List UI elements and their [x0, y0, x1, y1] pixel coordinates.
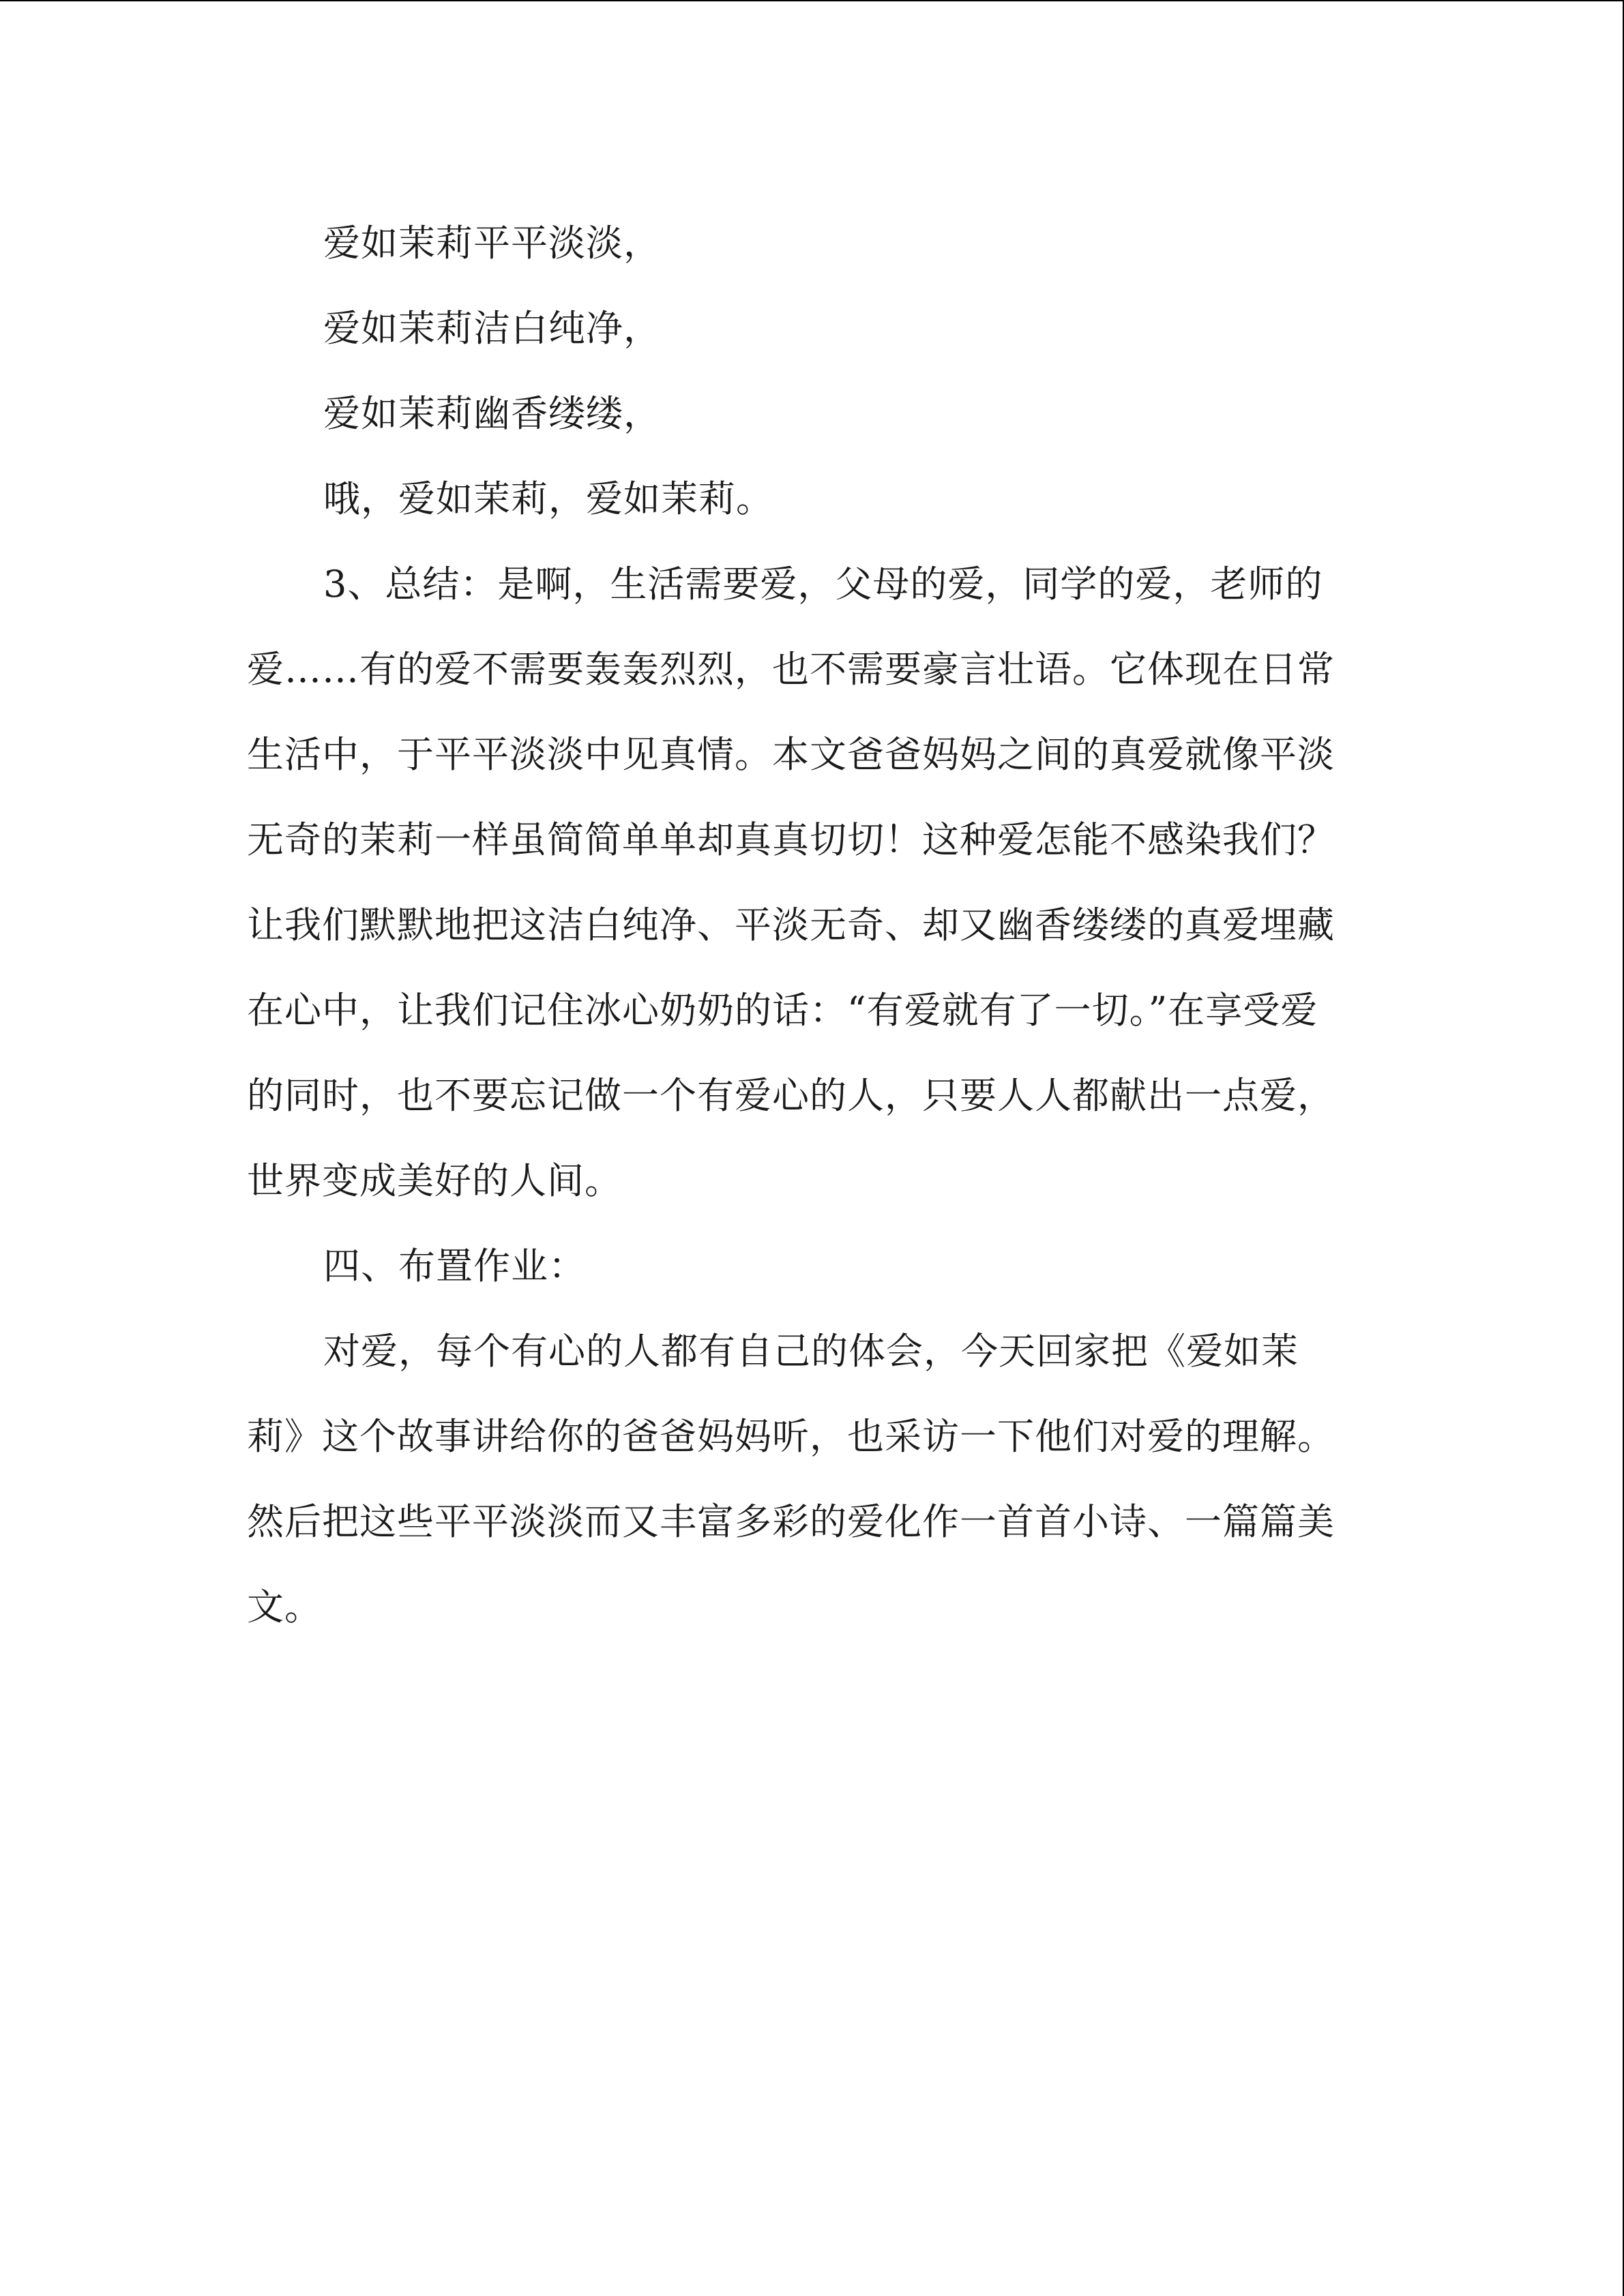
- section-heading-homework: 四、布置作业：: [323, 1244, 586, 1287]
- poem-line-2: 爱如茉莉洁白纯净，: [323, 307, 661, 350]
- homework-paragraph-line: 莉》这个故事讲给你的爸爸妈妈听，也采访一下他们对爱的理解。: [247, 1415, 1335, 1458]
- summary-paragraph-line: 无奇的茉莉一样虽简简单单却真真切切！这种爱怎能不感染我们？: [247, 818, 1335, 861]
- summary-paragraph-line: 3、总结：是啊，生活需要爱，父母的爱，同学的爱，老师的: [323, 563, 1323, 606]
- poem-line-1: 爱如茉莉平平淡淡，: [323, 222, 661, 265]
- summary-paragraph-line: 世界变成美好的人间。: [247, 1159, 622, 1202]
- poem-line-3: 爱如茉莉幽香缕缕，: [323, 392, 661, 435]
- document-body: [247, 200, 1379, 1650]
- summary-paragraph-line: 的同时，也不要忘记做一个有爱心的人，只要人人都献出一点爱，: [247, 1074, 1335, 1117]
- summary-paragraph-line: 爱……有的爱不需要轰轰烈烈，也不需要豪言壮语。它体现在日常: [247, 648, 1335, 691]
- summary-paragraph-line: 让我们默默地把这洁白纯净、平淡无奇、却又幽香缕缕的真爱埋藏: [247, 904, 1335, 946]
- homework-paragraph-line: 然后把这些平平淡淡而又丰富多彩的爱化作一首首小诗、一篇篇美: [247, 1500, 1335, 1543]
- summary-paragraph-line: 生活中，于平平淡淡中见真情。本文爸爸妈妈之间的真爱就像平淡: [247, 733, 1335, 776]
- homework-paragraph-line: 对爱，每个有心的人都有自己的体会，今天回家把《爱如茉: [323, 1330, 1299, 1373]
- poem-line-4: 哦，爱如茉莉，爱如茉莉。: [323, 477, 773, 520]
- homework-paragraph-line: 文。: [247, 1585, 322, 1628]
- summary-paragraph-line: 在心中，让我们记住冰心奶奶的话：“有爱就有了一切。”在享受爱: [247, 989, 1318, 1032]
